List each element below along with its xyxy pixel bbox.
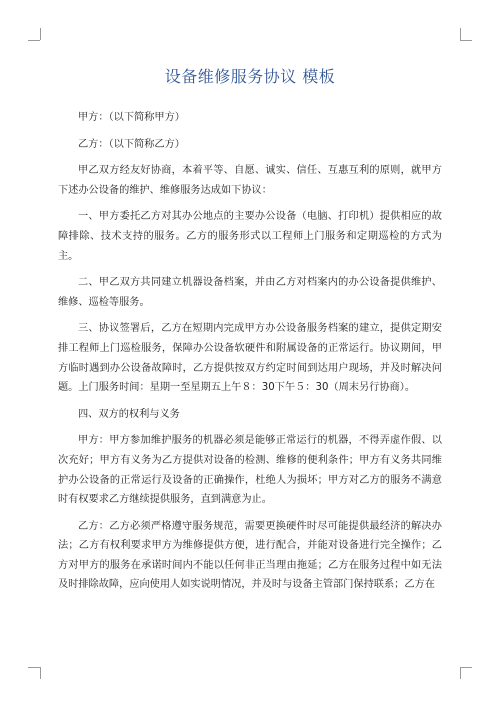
paragraph-preamble: 甲乙双方经友好协商，本着平等、自愿、诚实、信任、互惠互利的原则，就甲方下述办公设备的维护、维修服务达成如下协议： xyxy=(58,165,442,196)
crop-mark-top-left-h xyxy=(28,40,40,41)
crop-mark-bottom-left-v xyxy=(40,667,41,679)
paragraph-party-a-duties: 甲方：甲方参加维护服务的机器必须是能够正常运行的机器，不得弄虚作假、以次充好；甲方有义务为乙方提供对设备的检测、维修的便利条件；甲方有义务共同维护办公设备的正常运行及设备的正确操作，杜绝人为损坏；甲方对乙方的服务不满意时有权要求乙方继续提供服务，直到满意为止。 xyxy=(58,435,442,506)
crop-mark-top-left-v xyxy=(40,28,41,40)
paragraph-clause-3: 三、协议签署后，乙方在短期内完成甲方办公设备服务档案的建立，提供定期安排工程师上门巡检服务，保障办公设备软硬件和附属设备的正常运行。协议期间，甲方临时遇到办公设备故障时，乙方提供按双方约定时间到达用户现场，并及时解决问题。上门服务时间：星期一至星期五上午８：30下午５：30（周末另行协商）。 xyxy=(58,323,442,394)
crop-mark-bottom-right-h xyxy=(460,667,472,668)
paragraph-party-b-duties: 乙方：乙方必须严格遵守服务规范，需要更换硬件时尽可能提供最经济的解决办法；乙方有权利要求甲方为维修提供方便，进行配合，并能对设备进行完全操作；乙方对甲方的服务在承诺时间内不能以任何非正当理由拖延；乙方在服务过程中如无法及时排除故障，应向使用人如实说明情况，并及时与设备主管部门保持联系；乙方在 xyxy=(58,520,442,591)
crop-mark-top-right-h xyxy=(460,40,472,41)
paragraph-clause-4-heading: 四、双方的权利与义务 xyxy=(78,408,180,420)
paragraph-party-a: 甲方：（以下简称甲方） xyxy=(78,112,185,123)
document-title: 设备维修服务协议 模板 xyxy=(164,67,336,86)
document-body xyxy=(58,108,442,602)
crop-mark-top-right-v xyxy=(460,28,461,40)
paragraph-clause-1: 一、甲方委托乙方对其办公地点的主要办公设备（电脑、打印机）提供相应的故障排除、技术支持的服务。乙方的服务形式以工程师上门服务和定期巡检的方式为主。 xyxy=(58,211,442,262)
crop-mark-bottom-right-v xyxy=(460,667,461,679)
crop-mark-bottom-left-h xyxy=(28,667,40,668)
paragraph-clause-2: 二、甲乙双方共同建立机器设备档案，并由乙方对档案内的办公设备提供维护、维修、巡检等服务。 xyxy=(58,277,442,308)
paragraph-party-b: 乙方：（以下简称乙方） xyxy=(78,138,185,150)
